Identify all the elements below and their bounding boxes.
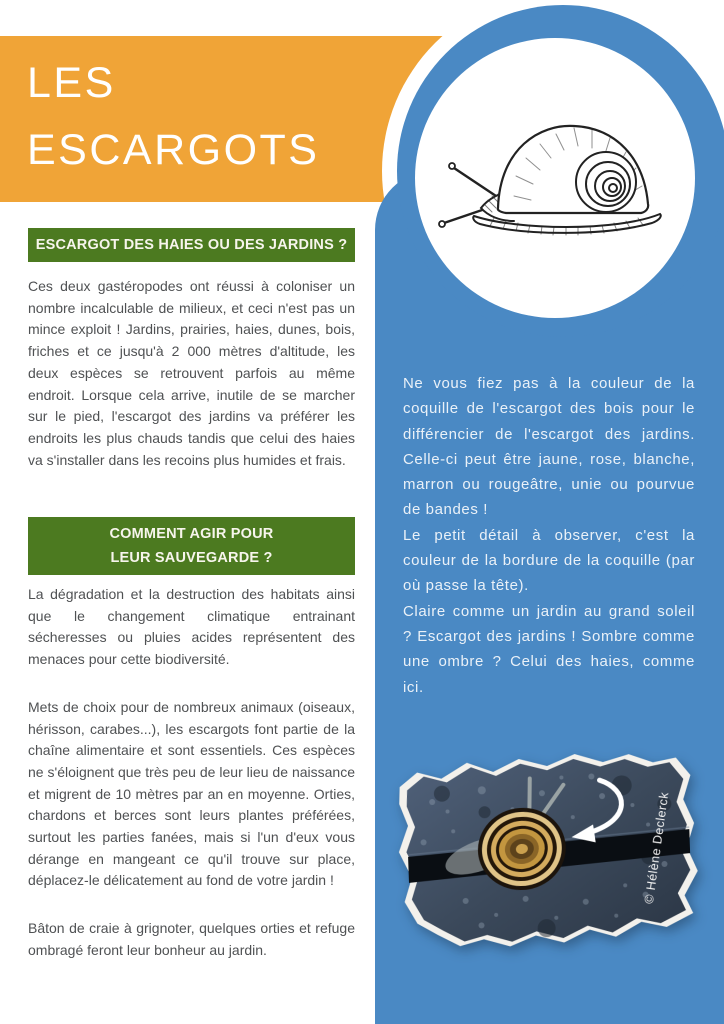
paragraph: Claire comme un jardin au grand soleil ? Escargot des jardins ! Sombre comme une ombre ? Celui des haies, comme ici. [403, 602, 695, 696]
sauvegarde-paragraphs [28, 584, 355, 962]
page-title-line1: LES [27, 59, 116, 107]
section-heading-how-to-act [28, 517, 355, 575]
snail-line-art-icon [436, 96, 676, 248]
paragraph: Ne vous fiez pas à la couleur de la coquille de l'escargot des bois pour le différencier de l'escargot des jardins. Celle-ci peut être jaune, rose, blanche, marron ou rougeâtre, unie ou pourvue de bandes ! [403, 375, 695, 519]
section-heading-line2: LEUR SAUVEGARDE ? [110, 550, 273, 566]
page-title [27, 50, 320, 184]
section-heading-hedge-or-garden: ESCARGOT DES HAIES OU DES JARDINS ? [28, 228, 355, 262]
paragraph: Mets de choix pour de nombreux animaux (oiseaux, hérisson, carabes...), les escargots font partie de la chaîne alimentaire et sont essentiels. Ces espèces ne s'éloignent que très peu de leur lieu de naissance et migrent de 10 mètres par an en moyenne. Orties, chardons et berces sont leurs plantes préférées, surtout les parties fanées, mais si l'un d'eux vous dérange en mangeant ce qu'il trouve sur place, déplacez-le délicatement au fond de votre jardin ! [28, 698, 355, 889]
paragraph: La dégradation et la destruction des habitats ainsi que le changement climatique entrainant sécheresses ou pluies acides représentent des menaces pour cette biodiversité. [28, 586, 355, 668]
page-title-line2: ESCARGOTS [27, 126, 320, 174]
paragraph: Ces deux gastéropodes ont réussi à coloniser un nombre incalculable de milieux, et ceci n'est pas un mince exploit ! Jardins, prairies, haies, dunes, bois, friches et ce jusqu'à 2 000 mètres d'altitude, les deux espèces se retrouvent parfois au même endroit. Lorsque cela arrive, inutile de se marcher sur le pied, l'escargot des jardins va préférer les endroits les plus chauds tandis que celui des haies va s'installer dans les recoins plus humides et frais. [28, 278, 355, 468]
snail-photo [390, 743, 707, 962]
photo-credit: © Hélène Declerck [641, 790, 672, 905]
paragraph: Le petit détail à observer, c'est la couleur de la bordure de la coquille (par où passe la tête). [403, 526, 695, 595]
intro-paragraph [28, 276, 355, 471]
shell-colour-paragraphs [403, 371, 695, 700]
paragraph: Bâton de craie à grignoter, quelques orties et refuge ombragé feront leur bonheur au jardin. [28, 920, 355, 958]
section-heading-line1: COMMENT AGIR POUR [109, 526, 274, 542]
